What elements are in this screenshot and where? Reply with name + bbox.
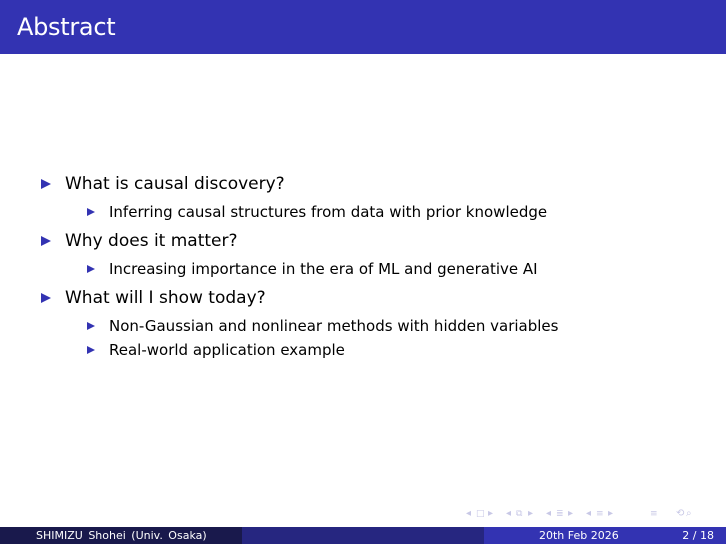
footer-title-section — [242, 527, 484, 544]
bullet-triangle-icon — [41, 293, 51, 303]
sub-bullet-triangle-icon — [87, 265, 95, 273]
slide-title-bar — [0, 0, 726, 54]
bullet-triangle-icon — [41, 236, 51, 246]
search-icon[interactable]: ⌕ — [686, 508, 692, 519]
subsection-prev-icon[interactable]: ◂ — [586, 508, 592, 519]
sub-bullet-text: Real-world application example — [109, 341, 345, 359]
navigation-bar — [466, 509, 696, 523]
subsection-left-arrow-icon[interactable]: ◂ — [506, 508, 512, 519]
sub-bullet-text: Non-Gaussian and nonlinear methods with hidden variables — [109, 317, 559, 335]
sub-bullet-triangle-icon — [87, 322, 95, 330]
frame-left-arrow-icon[interactable]: ◂ — [466, 508, 472, 519]
slide-title: Abstract — [17, 13, 116, 41]
footer-author: SHIMIZU Shohei (Univ. Osaka) — [36, 529, 207, 542]
align-icon[interactable]: ≡ — [650, 509, 658, 519]
footer-date: 20th Feb 2026 — [539, 529, 619, 542]
footer-page-number: 2 / 18 — [682, 529, 714, 542]
bullet-text: What is causal discovery? — [65, 174, 285, 194]
subsection-icon[interactable]: ⧉ — [516, 509, 523, 519]
sub-bullet-triangle-icon — [87, 208, 95, 216]
sub-bullet-text: Increasing importance in the era of ML and generative AI — [109, 260, 538, 278]
section-left-arrow-icon[interactable]: ◂ — [546, 508, 552, 519]
search-icon[interactable]: ⟲ — [676, 508, 685, 519]
footer-bar — [0, 527, 726, 544]
section-icon[interactable]: ≣ — [556, 509, 564, 519]
sub-bullet-triangle-icon — [87, 346, 95, 354]
bullet-text: Why does it matter? — [65, 231, 238, 251]
footer-date-section — [484, 527, 726, 544]
subsection-list-icon[interactable]: ≡ — [596, 509, 604, 519]
frame-icon[interactable]: □ — [476, 509, 485, 519]
subsection-right-arrow-icon[interactable]: ▸ — [528, 508, 534, 519]
frame-right-arrow-icon[interactable]: ▸ — [488, 508, 494, 519]
bullet-triangle-icon — [41, 179, 51, 189]
footer-author-section — [0, 527, 242, 544]
bullet-text: What will I show today? — [65, 288, 266, 308]
sub-bullet-text: Inferring causal structures from data with prior knowledge — [109, 203, 548, 221]
section-right-arrow-icon[interactable]: ▸ — [568, 508, 574, 519]
subsection-next-icon[interactable]: ▸ — [608, 508, 614, 519]
